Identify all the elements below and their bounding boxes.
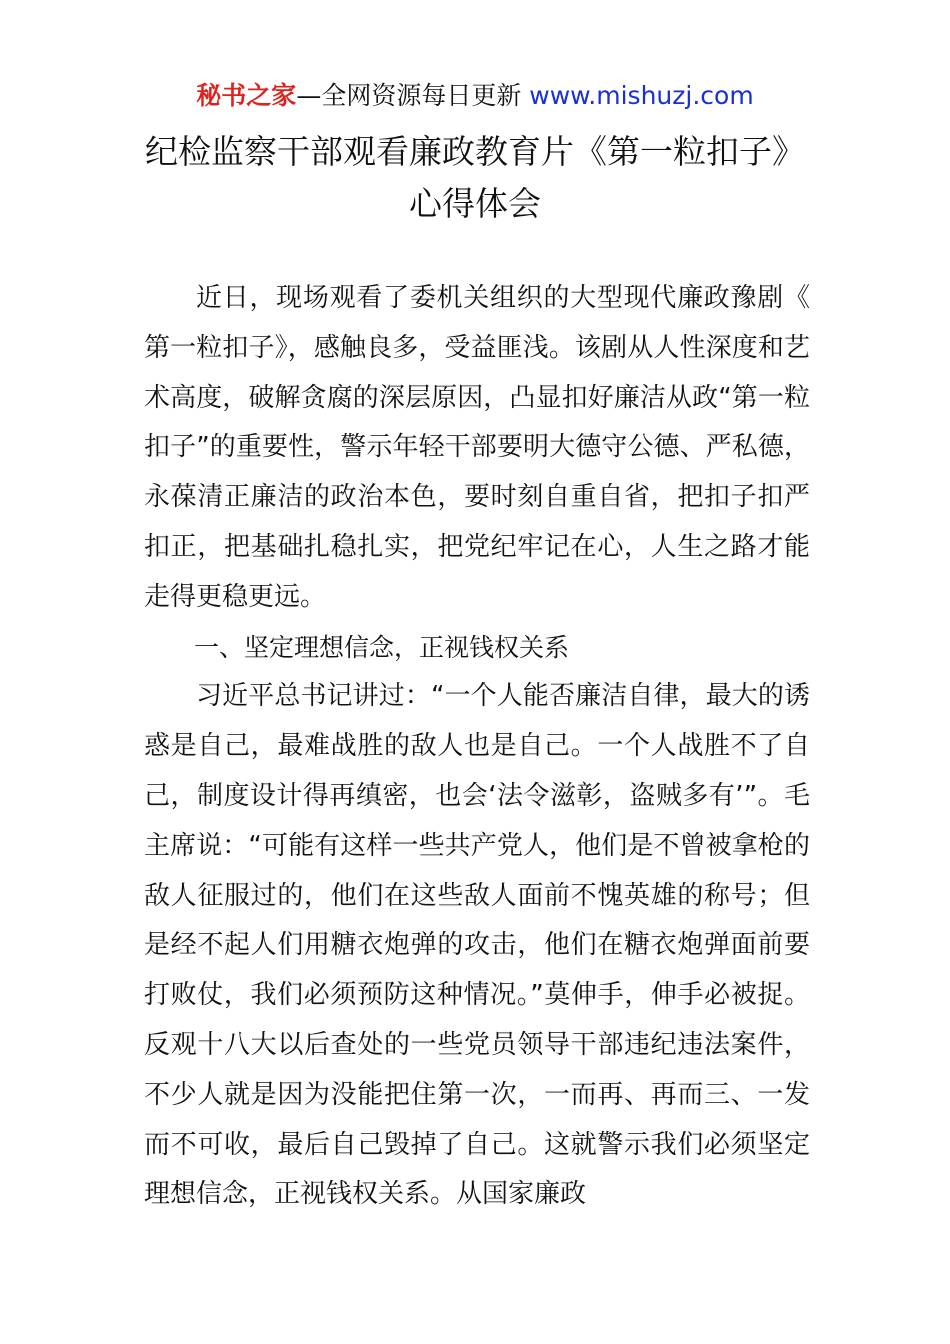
title-line-1: 纪检监察干部观看廉政教育片《第一粒扣子》 (145, 132, 805, 171)
body-paragraph: 近日，现场观看了委机关组织的大型现代廉政豫剧《第一粒扣子》，感触良多，受益匪浅。该剧从人性深度和艺术高度，破解贪腐的深层原因，凸显扣好廉洁从政“第一粒扣子”的重要性，警示年轻干部要明大德守公德、严私德，永葆清正廉洁的政治本色，要时刻自重自省，把扣子扣严扣正，把基础扎稳扎实，把党纪牢记在心，人生之路才能走得更稳更远。 (144, 283, 810, 612)
brand-name: 秘书之家 (196, 81, 297, 110)
site-url-link[interactable]: www.mishuzj.com (529, 81, 754, 110)
header-tagline: —全网资源每日更新 (296, 81, 530, 110)
document-body (144, 274, 810, 1220)
title-line-2: 心得体会 (409, 184, 541, 223)
body-paragraph: 习近平总书记讲过：“一个人能否廉洁自律，最大的诱惑是自己，最难战胜的敌人也是自己。一个人战胜不了自己，制度设计得再缜密，也会‘法令滋彰，盗贼多有’”。毛主席说：“可能有这样一些共产党人，他们是不曾被拿枪的敌人征服过的，他们在这些敌人面前不愧英雄的称号；但是经不起人们用糖衣炮弹的攻击，他们在糖衣炮弹面前要打败仗，我们必须预防这种情况。”莫伸手，伸手必被捉。反观十八大以后查处的一些党员领导干部违纪违法案件，不少人就是因为没能把住第一次，一而再、再而三、一发而不可收，最后自己毁掉了自己。这就警示我们必须坚定理想信念，正视钱权关系。从国家廉政 (144, 681, 810, 1210)
section-heading: 一、坚定理想信念，正视钱权关系 (194, 632, 570, 662)
site-header (0, 80, 950, 112)
document-title (0, 126, 950, 230)
